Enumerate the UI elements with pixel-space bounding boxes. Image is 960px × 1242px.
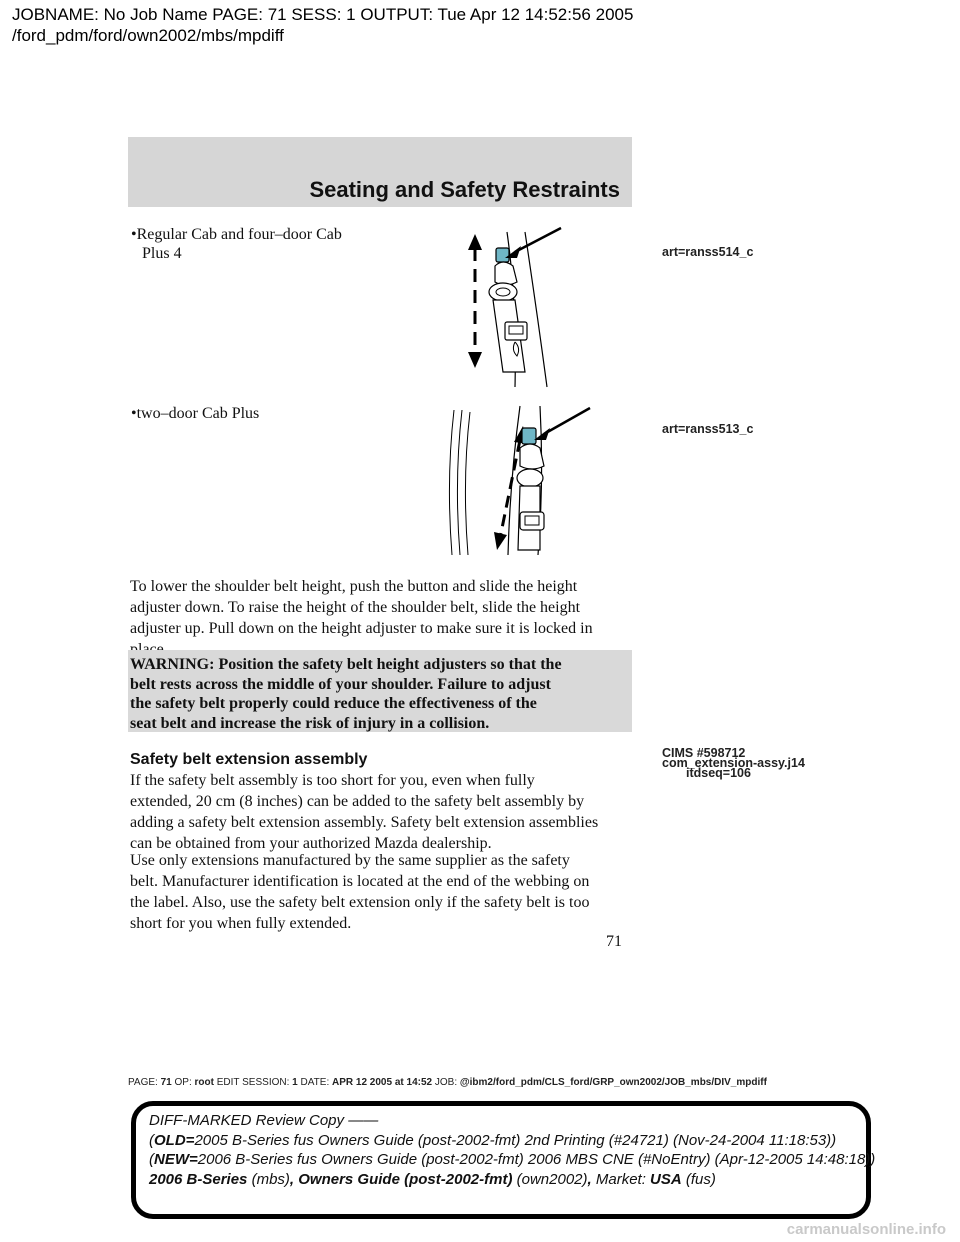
diff-market-code: (fus) [685, 1170, 716, 1188]
seat-belt-adjuster-illustration-2 [440, 400, 600, 560]
footer-date-label: DATE: [300, 1077, 330, 1088]
diff-old-text: 2005 B-Series fus Owners Guide (post-2002-fmt) 2nd Printing (#24721) (Nov-24-2004 11:18:53)) [194, 1131, 837, 1149]
text-line: short for you when fully extended. [130, 915, 352, 932]
footer-page-label: PAGE: [128, 1077, 158, 1088]
warning-line: WARNING: Position the safety belt height adjusters so that the [130, 656, 562, 673]
cims-label [662, 748, 805, 778]
text-line: Use only extensions manufactured by the same supplier as the safety [130, 852, 570, 869]
diff-old-line: (OLD=2005 B-Series fus Owners Guide (post-2002-fmt) 2nd Printing (#24721) (Nov-24-2004 11:18:53)) [149, 1131, 837, 1149]
extension-heading: Safety belt extension assembly [130, 751, 368, 768]
bullet-item-regular-cab [131, 225, 342, 263]
extension-paragraph-1 [130, 770, 640, 854]
warning-line: belt rests across the middle of your shoulder. Failure to adjust [130, 675, 551, 693]
job-header-line2: /ford_pdm/ford/own2002/mbs/mpdiff [12, 26, 284, 45]
job-header-line1: JOBNAME: No Job Name PAGE: 71 SESS: 1 OUTPUT: Tue Apr 12 14:52:56 2005 [12, 5, 634, 24]
adjust-instructions-paragraph [130, 576, 640, 660]
art-label-1: art=ranss514_c [662, 245, 754, 259]
warning-text [130, 655, 630, 733]
cims-line1: CIMS #598712 [662, 746, 746, 760]
seat-belt-adjuster-illustration-1 [455, 222, 580, 390]
diff-series-code: (mbs) [251, 1170, 290, 1188]
text-line: belt. Manufacturer identification is located at the end of the webbing on [130, 873, 590, 890]
diff-guide: Owners Guide (post-2002-fmt) [298, 1170, 513, 1188]
text-line: extended, 20 cm (8 inches) can be added to the safety belt assembly by [130, 793, 585, 810]
footer-job-label: JOB: [434, 1077, 458, 1088]
diff-market-label: Market: [595, 1170, 646, 1188]
art-label-2: art=ranss513_c [662, 422, 754, 436]
bullet-line2: Plus 4 [142, 245, 182, 262]
cims-line3: itdseq=106 [686, 766, 751, 780]
diff-series: 2006 B-Series [149, 1170, 248, 1188]
extension-paragraph-2 [130, 850, 640, 934]
section-title: Seating and Safety Restraints [309, 177, 620, 202]
diff-new-label: NEW= [154, 1151, 198, 1168]
section-header-band [128, 137, 632, 207]
diff-market-value: USA [650, 1170, 682, 1188]
bullet-line1: two–door Cab Plus [136, 405, 260, 422]
text-line: adjuster down. To raise the height of the shoulder belt, slide the height [130, 599, 581, 616]
text-line: If the safety belt assembly is too short for you, even when fully [130, 772, 535, 789]
diff-guide-code: (own2002) [516, 1170, 588, 1188]
footer-meta [128, 1077, 767, 1088]
diff-meta-line: 2006 B-Series (mbs), Owners Guide (post-2002-fmt) (own2002), Market: USA (fus) [149, 1170, 716, 1188]
footer-op-label: OP: [174, 1077, 192, 1088]
footer-job-value: @ibm2/ford_pdm/CLS_ford/GRP_own2002/JOB_mbs/DIV_mpdiff [459, 1077, 767, 1088]
text-line: adding a safety belt extension assembly. Safety belt extension assemblies [130, 814, 599, 831]
diff-review-text [149, 1111, 876, 1189]
text-line: can be obtained from your authorized Mazda dealership. [130, 835, 492, 852]
bullet-glyph: • [131, 226, 137, 243]
footer-date-value: APR 12 2005 at 14:52 [332, 1077, 433, 1088]
footer-edit-label: EDIT SESSION: [216, 1077, 290, 1088]
bullet-glyph: • [131, 405, 137, 422]
diff-old-label: OLD= [154, 1131, 195, 1149]
footer-page-value: 71 [160, 1077, 172, 1088]
page-number: 71 [606, 933, 622, 950]
warning-line: the safety belt properly could reduce the effectiveness of the [130, 695, 537, 712]
warning-line: seat belt and increase the risk of injury in a collision. [130, 714, 490, 732]
bullet-line1: Regular Cab and four–door Cab [136, 226, 342, 243]
footer-edit-value: 1 [292, 1077, 298, 1088]
text-line: the label. Also, use the safety belt extension only if the safety belt is too [130, 894, 590, 911]
footer-op-value: root [194, 1077, 214, 1088]
bullet-item-two-door [131, 404, 259, 423]
diff-new-text: 2006 B-Series fus Owners Guide (post-2002-fmt) 2006 MBS CNE (#NoEntry) (Apr-12-2005 14:48:18)) [197, 1151, 876, 1168]
watermark: carmanualsonline.info [786, 1221, 946, 1238]
diff-title: DIFF-MARKED Review Copy —— [149, 1112, 379, 1129]
diff-new-line: (NEW=2006 B-Series fus Owners Guide (post-2002-fmt) 2006 MBS CNE (#NoEntry) (Apr-12-2005 14:48:18)) [149, 1151, 876, 1168]
cims-line2: com_extension-assy.j14 [662, 756, 805, 770]
text-line: To lower the shoulder belt height, push the button and slide the height [130, 578, 578, 595]
text-line: adjuster up. Pull down on the height adjuster to make sure it is locked in [130, 620, 593, 637]
